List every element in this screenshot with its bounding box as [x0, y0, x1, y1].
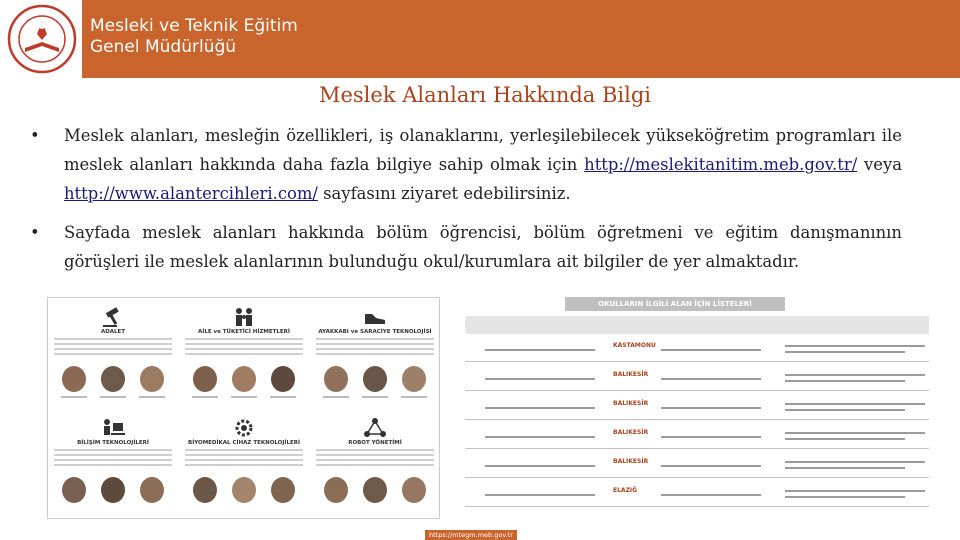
logo-area	[0, 0, 82, 78]
school-city: BALIKESİR	[613, 400, 649, 407]
text-line	[54, 338, 172, 340]
caption-line	[323, 396, 349, 398]
text-line	[185, 353, 303, 355]
text-line	[485, 378, 595, 380]
text-line	[185, 454, 303, 456]
profession-card	[48, 409, 178, 519]
text-line	[54, 454, 172, 456]
text-line	[485, 407, 595, 409]
avatar	[271, 366, 295, 392]
avatar	[193, 477, 217, 503]
text-line	[785, 345, 925, 347]
bullet-list	[30, 121, 902, 276]
avatar	[193, 366, 217, 392]
computer-user-icon	[100, 417, 126, 439]
school-city: ELAZIĞ	[613, 487, 638, 494]
avatar	[62, 366, 86, 392]
text-line	[785, 374, 925, 376]
card-title: BİLİŞİM TEKNOLOJİLERİ	[77, 440, 149, 446]
text-line	[54, 464, 172, 466]
school-list-column-bar	[465, 316, 929, 334]
text-line	[785, 403, 925, 405]
avatar	[101, 477, 125, 503]
text-line	[54, 459, 172, 461]
caption-line	[100, 396, 126, 398]
text-line	[785, 496, 905, 498]
text-line	[316, 454, 434, 456]
avatar	[101, 366, 125, 392]
school-list-panel	[465, 297, 929, 519]
text-line	[661, 436, 761, 438]
school-row	[465, 338, 929, 362]
text-line	[316, 348, 434, 350]
text-line	[785, 490, 925, 492]
text-line	[785, 467, 905, 469]
avatar	[402, 366, 426, 392]
network-icon	[362, 417, 388, 439]
caption-line	[270, 396, 296, 398]
text-line	[661, 465, 761, 467]
source-url-badge: https://mtegm.meb.gov.tr	[425, 530, 517, 540]
avatar	[363, 477, 387, 503]
family-icon	[231, 306, 257, 328]
org-line-1: Mesleki ve Teknik Eğitim	[90, 16, 298, 36]
card-title: BİYOMEDİKAL CİHAZ TEKNOLOJİLERİ	[188, 440, 300, 446]
text-line	[185, 348, 303, 350]
text-line	[54, 348, 172, 350]
slide-title: Meslek Alanları Hakkında Bilgi	[318, 83, 652, 107]
avatar	[232, 477, 256, 503]
text-line	[185, 338, 303, 340]
bullet-1-text-before: Meslek alanları, mesleğin özellikleri, iş olanaklarını, yerleşilebilecek yükseköğretim programları ile meslek alanları hakkında daha fazla bilgiye sahip olmak için	[64, 126, 902, 174]
avatar	[363, 366, 387, 392]
text-line	[785, 409, 905, 411]
text-line	[316, 343, 434, 345]
text-line	[54, 343, 172, 345]
avatar	[232, 366, 256, 392]
school-row	[465, 367, 929, 391]
card-title: ADALET	[100, 329, 126, 335]
header-band	[0, 0, 960, 78]
caption-line	[231, 396, 257, 398]
text-line	[661, 349, 761, 351]
caption-line	[139, 396, 165, 398]
bullet-item-1	[30, 121, 902, 208]
org-line-2: Genel Müdürlüğü	[90, 37, 237, 57]
text-line	[316, 464, 434, 466]
avatar	[324, 366, 348, 392]
avatar	[62, 477, 86, 503]
school-list-header: OKULLARIN İLGİLİ ALAN İÇİN LİSTELERİ	[565, 297, 785, 311]
profession-card	[310, 409, 440, 519]
meb-seal-logo	[7, 4, 77, 74]
text-line	[485, 494, 595, 496]
school-row	[465, 425, 929, 449]
text-line	[485, 436, 595, 438]
text-line	[54, 449, 172, 451]
bullet-dot-icon: •	[30, 223, 40, 242]
card-title: ROBOT YÖNETİMİ	[348, 440, 402, 446]
text-line	[316, 353, 434, 355]
bullet-2-text: Sayfada meslek alanları hakkında bölüm öğrencisi, bölüm öğretmeni ve eğitim danışmanının görüşleri ile meslek alanlarının bulunduğu okul/kurumlara ait bilgiler de yer almaktadır.	[64, 223, 902, 271]
text-line	[785, 432, 925, 434]
profession-card	[48, 298, 178, 409]
text-line	[785, 380, 905, 382]
text-line	[185, 343, 303, 345]
caption-line	[401, 396, 427, 398]
text-line	[185, 459, 303, 461]
bullet-item-2	[30, 218, 902, 276]
caption-line	[61, 396, 87, 398]
avatar	[140, 366, 164, 392]
text-line	[54, 353, 172, 355]
text-line	[785, 461, 925, 463]
text-line	[316, 338, 434, 340]
profession-card	[179, 298, 309, 409]
text-line	[185, 464, 303, 466]
website-screenshot	[47, 297, 929, 540]
organization-name	[90, 16, 298, 58]
school-row	[465, 483, 929, 507]
school-city: BALIKESİR	[613, 458, 649, 465]
text-line	[316, 449, 434, 451]
profession-card	[310, 298, 440, 409]
card-title: AİLE ve TÜKETİCİ HİZMETLERİ	[198, 329, 290, 335]
gavel-icon	[100, 306, 126, 328]
text-line	[661, 378, 761, 380]
caption-line	[192, 396, 218, 398]
bullet-1-text-mid: veya	[857, 155, 902, 174]
text-line	[785, 438, 905, 440]
school-row	[465, 396, 929, 420]
text-line	[485, 465, 595, 467]
card-title: AYAKKABI ve SARACİYE TEKNOLOJİSİ	[318, 329, 432, 335]
text-line	[485, 349, 595, 351]
school-row	[465, 454, 929, 478]
avatar	[271, 477, 295, 503]
text-line	[316, 459, 434, 461]
caption-line	[362, 396, 388, 398]
avatar	[324, 477, 348, 503]
text-line	[785, 351, 905, 353]
text-line	[185, 449, 303, 451]
meslek-tanitim-panel	[47, 297, 440, 519]
bullet-1-text-after: sayfasını ziyaret edebilirsiniz.	[317, 184, 571, 203]
school-city: KASTAMONU	[613, 342, 656, 349]
avatar	[140, 477, 164, 503]
alantercihleri-link[interactable]: http://www.alantercihleri.com/	[64, 184, 318, 203]
shoe-icon	[362, 306, 388, 328]
text-line	[661, 494, 761, 496]
gear-brain-icon	[231, 417, 257, 439]
avatar	[402, 477, 426, 503]
profession-card	[179, 409, 309, 519]
text-line	[661, 407, 761, 409]
school-city: BALIKESİR	[613, 371, 649, 378]
meslekitanitim-link[interactable]: http://meslekitanitim.meb.gov.tr/	[584, 155, 858, 174]
bullet-dot-icon: •	[30, 126, 40, 145]
school-city: BALIKESİR	[613, 429, 649, 436]
